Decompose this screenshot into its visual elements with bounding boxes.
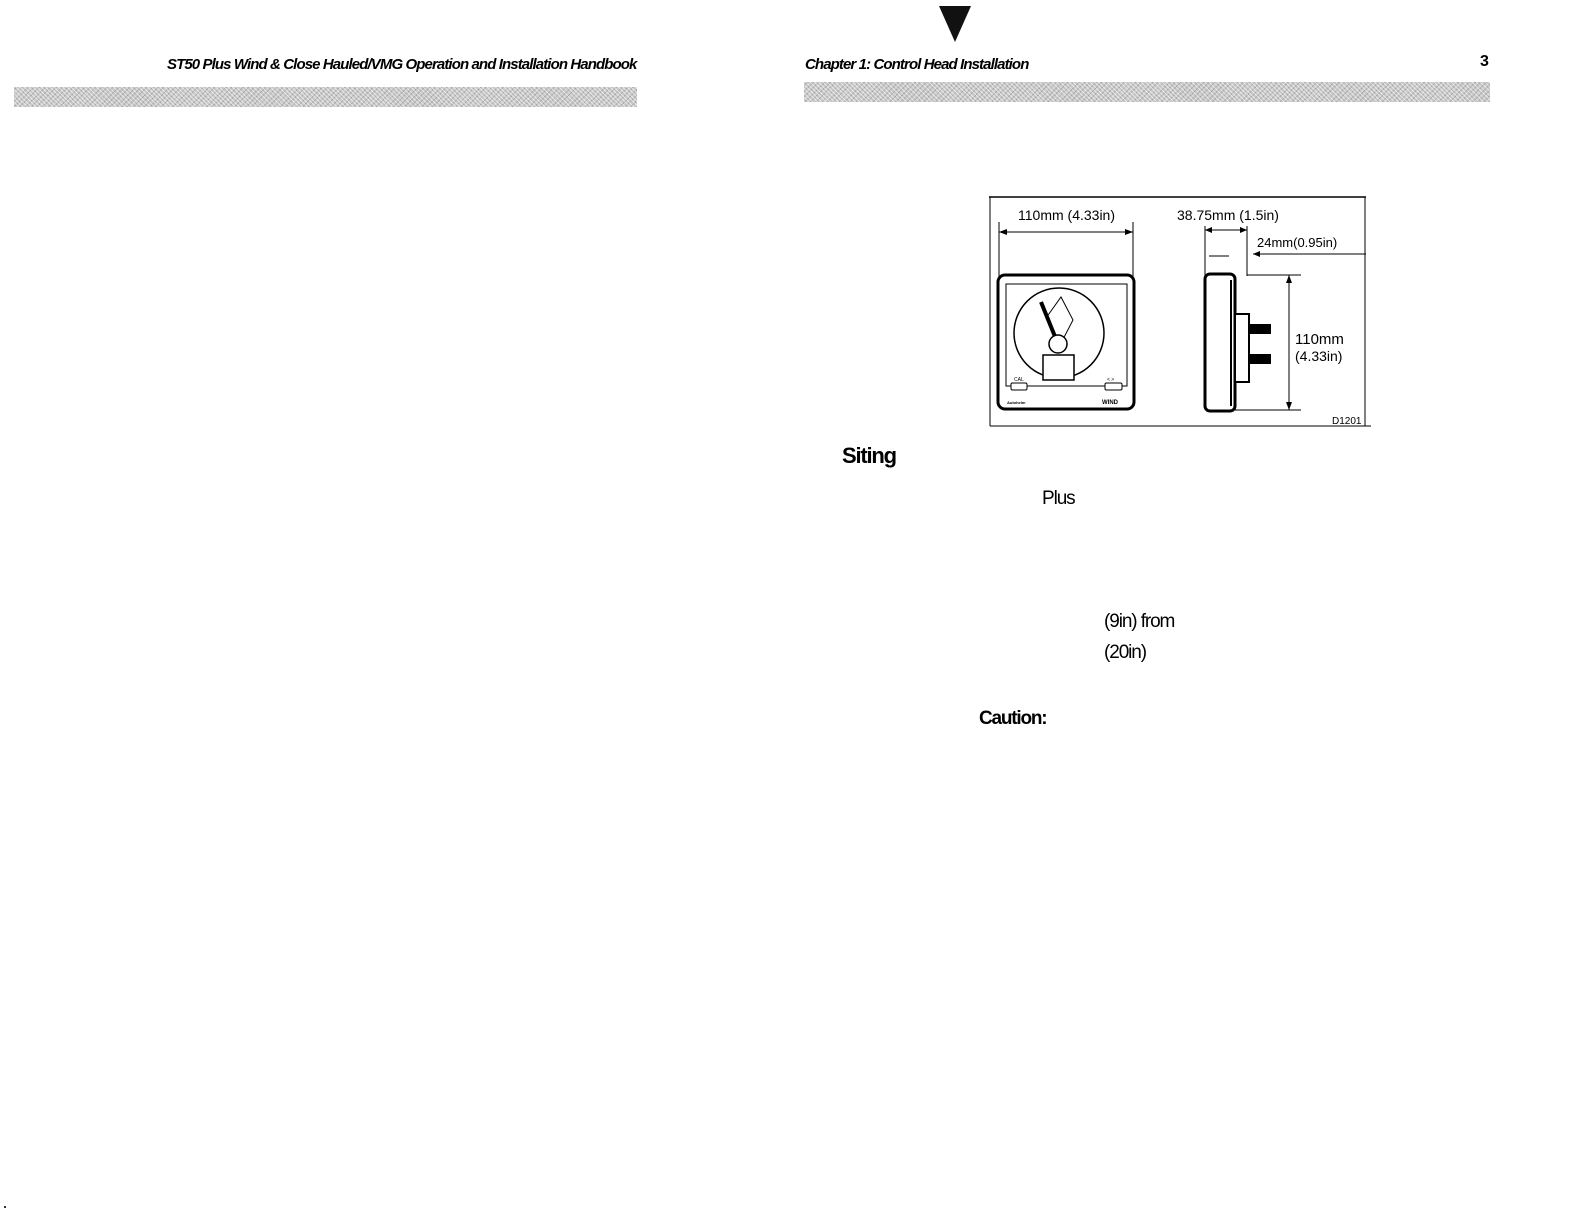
text-fragment-plus: Plus (1042, 488, 1075, 509)
text-fragment-20in: (20in) (1104, 642, 1146, 663)
right-header-title: Chapter 1: Control Head Installation (805, 56, 1029, 73)
left-header-title: ST50 Plus Wind & Close Hauled/VMG Operation and Installation Handbook (167, 56, 637, 73)
text-fragment-9in-from: (9in) from (1104, 611, 1175, 632)
control-head-dimension-figure (989, 196, 1384, 431)
front-width-label: 110mm (4.33in) (1018, 207, 1116, 223)
cal-label: CAL (1014, 377, 1024, 383)
rear-depth-label: 24mm(0.95in) (1257, 235, 1338, 250)
arrows-label: < > (1107, 377, 1115, 383)
page-number: 3 (1480, 53, 1489, 70)
section-heading-siting: Siting (842, 443, 896, 468)
left-header-bar (14, 87, 637, 107)
arrows-button (1105, 383, 1122, 390)
brand-label: Autohelm (1007, 400, 1026, 405)
lcd-display (1043, 355, 1074, 380)
right-header-bar (804, 82, 1490, 102)
depth-label: 38.75mm (1.5in) (1177, 207, 1279, 223)
height-label-mm: 110mm (1295, 331, 1344, 348)
figure-id: D1201 (1332, 416, 1362, 427)
cal-button (1011, 383, 1027, 390)
wind-label: WIND (1102, 400, 1118, 406)
caution-label: Caution: (979, 708, 1047, 729)
corner-dot (4, 1206, 6, 1208)
page-marker-icon (937, 4, 973, 44)
height-label-in: (4.33in) (1295, 348, 1343, 364)
